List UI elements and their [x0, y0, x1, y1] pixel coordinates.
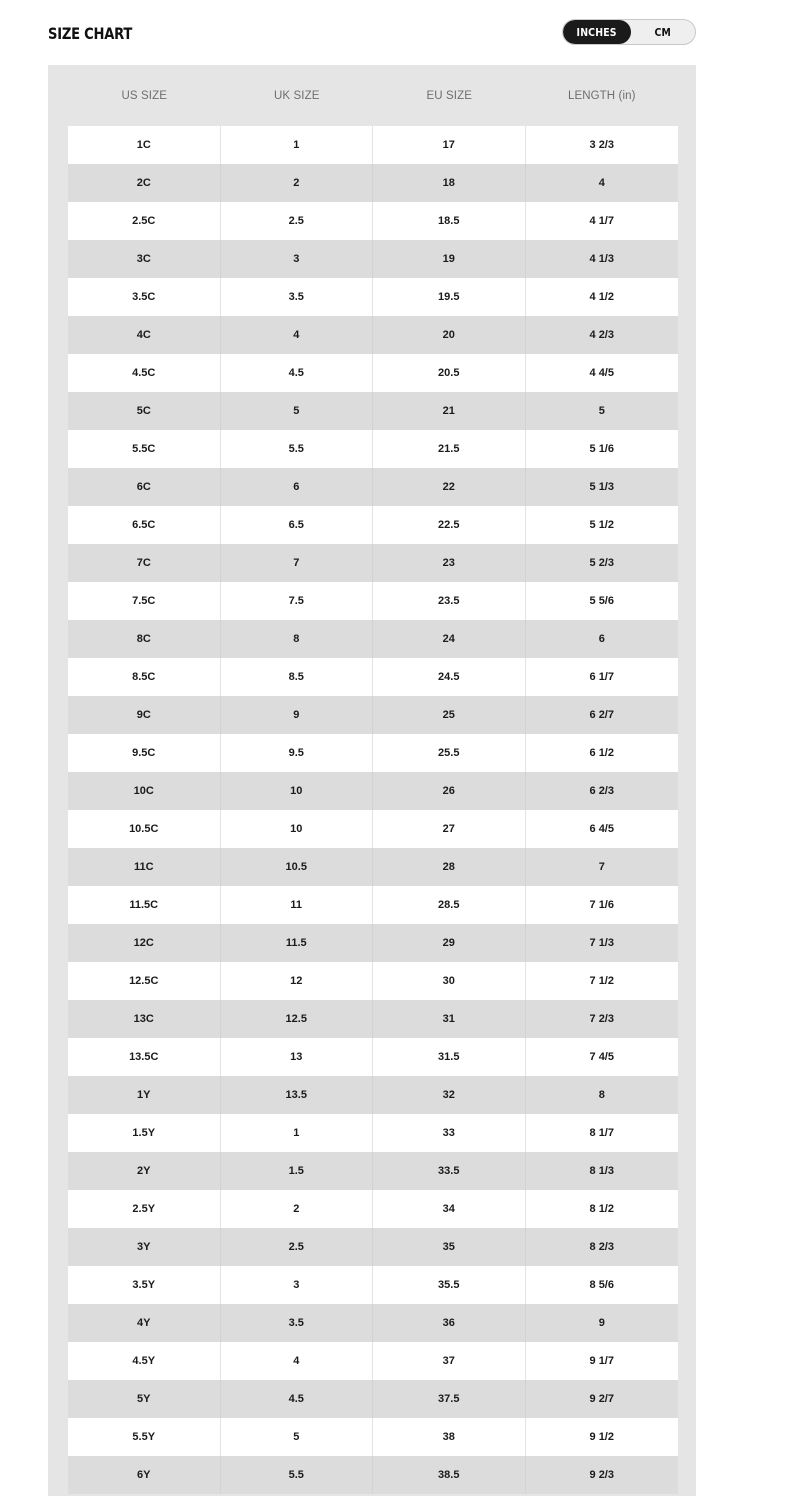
uk-size-cell: 5.5 — [221, 430, 374, 468]
length-cell: 5 1/6 — [526, 430, 679, 468]
us-size-cell: 10.5C — [68, 810, 221, 848]
page-title: SIZE CHART — [48, 24, 133, 43]
table-row — [68, 354, 678, 392]
us-size-cell: 11C — [68, 848, 221, 886]
column-header-us-size: US SIZE — [121, 89, 167, 102]
table-row — [68, 316, 678, 354]
length-cell: 6 2/3 — [526, 772, 679, 810]
eu-size-cell: 20.5 — [373, 354, 526, 392]
uk-size-cell: 12 — [221, 962, 374, 1000]
size-table — [48, 65, 696, 1496]
table-row — [68, 1266, 678, 1304]
table-row — [68, 1152, 678, 1190]
us-size-cell: 3Y — [68, 1228, 221, 1266]
table-row — [68, 278, 678, 316]
uk-size-cell: 5 — [221, 392, 374, 430]
table-row — [68, 544, 678, 582]
length-cell: 9 1/2 — [526, 1418, 679, 1456]
unit-toggle-inches-label: INCHES — [576, 25, 618, 39]
uk-size-cell: 2 — [221, 1190, 374, 1228]
eu-size-cell: 17 — [373, 126, 526, 164]
eu-size-cell: 37 — [373, 1342, 526, 1380]
uk-size-cell: 9 — [221, 696, 374, 734]
uk-size-cell: 5 — [221, 1418, 374, 1456]
uk-size-cell: 1 — [221, 1114, 374, 1152]
eu-size-cell: 23 — [373, 544, 526, 582]
us-size-cell: 5.5Y — [68, 1418, 221, 1456]
eu-size-cell: 19 — [373, 240, 526, 278]
uk-size-cell: 3 — [221, 1266, 374, 1304]
uk-size-cell: 7 — [221, 544, 374, 582]
length-cell: 9 — [526, 1304, 679, 1342]
length-cell: 5 1/2 — [526, 506, 679, 544]
uk-size-cell: 2.5 — [221, 1228, 374, 1266]
length-cell: 4 2/3 — [526, 316, 679, 354]
us-size-cell: 1C — [68, 126, 221, 164]
us-size-cell: 7C — [68, 544, 221, 582]
eu-size-cell: 23.5 — [373, 582, 526, 620]
table-row — [68, 582, 678, 620]
table-row — [68, 1114, 678, 1152]
us-size-cell: 2Y — [68, 1152, 221, 1190]
us-size-cell: 3.5Y — [68, 1266, 221, 1304]
eu-size-cell: 21.5 — [373, 430, 526, 468]
length-cell: 6 1/2 — [526, 734, 679, 772]
length-cell: 7 — [526, 848, 679, 886]
us-size-cell: 5C — [68, 392, 221, 430]
eu-size-cell: 19.5 — [373, 278, 526, 316]
table-row — [68, 620, 678, 658]
uk-size-cell: 3.5 — [221, 278, 374, 316]
table-row — [68, 1076, 678, 1114]
eu-size-cell: 35 — [373, 1228, 526, 1266]
us-size-cell: 12C — [68, 924, 221, 962]
uk-size-cell: 2 — [221, 164, 374, 202]
eu-size-cell: 22.5 — [373, 506, 526, 544]
uk-size-cell: 4 — [221, 316, 374, 354]
uk-size-cell: 12.5 — [221, 1000, 374, 1038]
uk-size-cell: 6 — [221, 468, 374, 506]
uk-size-cell: 4 — [221, 1342, 374, 1380]
length-cell: 6 2/7 — [526, 696, 679, 734]
length-cell: 9 2/3 — [526, 1456, 679, 1494]
table-row — [68, 1456, 678, 1494]
column-header-uk-size: UK SIZE — [274, 89, 320, 102]
table-row — [68, 848, 678, 886]
length-cell: 8 — [526, 1076, 679, 1114]
table-row — [68, 126, 678, 164]
eu-size-cell: 26 — [373, 772, 526, 810]
length-cell: 4 — [526, 164, 679, 202]
us-size-cell: 11.5C — [68, 886, 221, 924]
table-row — [68, 734, 678, 772]
length-cell: 4 1/2 — [526, 278, 679, 316]
uk-size-cell: 10 — [221, 772, 374, 810]
us-size-cell: 2.5Y — [68, 1190, 221, 1228]
table-row — [68, 696, 678, 734]
table-row — [68, 1190, 678, 1228]
eu-size-cell: 30 — [373, 962, 526, 1000]
table-row — [68, 392, 678, 430]
us-size-cell: 9C — [68, 696, 221, 734]
eu-size-cell: 27 — [373, 810, 526, 848]
table-row — [68, 202, 678, 240]
eu-size-cell: 36 — [373, 1304, 526, 1342]
uk-size-cell: 1.5 — [221, 1152, 374, 1190]
eu-size-cell: 21 — [373, 392, 526, 430]
us-size-cell: 1Y — [68, 1076, 221, 1114]
length-cell: 7 1/3 — [526, 924, 679, 962]
us-size-cell: 3.5C — [68, 278, 221, 316]
length-cell: 7 4/5 — [526, 1038, 679, 1076]
table-row — [68, 886, 678, 924]
unit-toggle-cm-label: CM — [654, 25, 672, 39]
table-row — [68, 810, 678, 848]
eu-size-cell: 28.5 — [373, 886, 526, 924]
eu-size-cell: 20 — [373, 316, 526, 354]
uk-size-cell: 7.5 — [221, 582, 374, 620]
uk-size-cell: 3 — [221, 240, 374, 278]
eu-size-cell: 35.5 — [373, 1266, 526, 1304]
eu-size-cell: 34 — [373, 1190, 526, 1228]
us-size-cell: 10C — [68, 772, 221, 810]
us-size-cell: 4.5C — [68, 354, 221, 392]
table-row — [68, 1228, 678, 1266]
length-cell: 6 1/7 — [526, 658, 679, 696]
table-row — [68, 240, 678, 278]
unit-toggle[interactable] — [562, 19, 696, 45]
table-body — [68, 126, 678, 1494]
uk-size-cell: 5.5 — [221, 1456, 374, 1494]
table-row — [68, 506, 678, 544]
eu-size-cell: 18.5 — [373, 202, 526, 240]
eu-size-cell: 24.5 — [373, 658, 526, 696]
us-size-cell: 4C — [68, 316, 221, 354]
length-cell: 4 1/3 — [526, 240, 679, 278]
table-row — [68, 658, 678, 696]
eu-size-cell: 37.5 — [373, 1380, 526, 1418]
uk-size-cell: 10 — [221, 810, 374, 848]
us-size-cell: 5.5C — [68, 430, 221, 468]
length-cell: 6 4/5 — [526, 810, 679, 848]
us-size-cell: 13.5C — [68, 1038, 221, 1076]
uk-size-cell: 8 — [221, 620, 374, 658]
eu-size-cell: 32 — [373, 1076, 526, 1114]
eu-size-cell: 31.5 — [373, 1038, 526, 1076]
eu-size-cell: 24 — [373, 620, 526, 658]
eu-size-cell: 38.5 — [373, 1456, 526, 1494]
uk-size-cell: 8.5 — [221, 658, 374, 696]
us-size-cell: 13C — [68, 1000, 221, 1038]
us-size-cell: 1.5Y — [68, 1114, 221, 1152]
us-size-cell: 8.5C — [68, 658, 221, 696]
table-row — [68, 1342, 678, 1380]
us-size-cell: 4.5Y — [68, 1342, 221, 1380]
us-size-cell: 3C — [68, 240, 221, 278]
length-cell: 5 1/3 — [526, 468, 679, 506]
table-row — [68, 962, 678, 1000]
uk-size-cell: 3.5 — [221, 1304, 374, 1342]
length-cell: 5 5/6 — [526, 582, 679, 620]
column-header-eu-size: EU SIZE — [426, 89, 472, 102]
length-cell: 5 — [526, 392, 679, 430]
eu-size-cell: 18 — [373, 164, 526, 202]
eu-size-cell: 28 — [373, 848, 526, 886]
length-cell: 5 2/3 — [526, 544, 679, 582]
table-row — [68, 468, 678, 506]
eu-size-cell: 25 — [373, 696, 526, 734]
us-size-cell: 4Y — [68, 1304, 221, 1342]
uk-size-cell: 11 — [221, 886, 374, 924]
uk-size-cell: 13 — [221, 1038, 374, 1076]
length-cell: 6 — [526, 620, 679, 658]
table-row — [68, 1418, 678, 1456]
table-row — [68, 1304, 678, 1342]
table-row — [68, 430, 678, 468]
us-size-cell: 9.5C — [68, 734, 221, 772]
table-row — [68, 1380, 678, 1418]
size-chart-header — [48, 18, 696, 50]
us-size-cell: 6.5C — [68, 506, 221, 544]
eu-size-cell: 31 — [373, 1000, 526, 1038]
uk-size-cell: 6.5 — [221, 506, 374, 544]
us-size-cell: 8C — [68, 620, 221, 658]
unit-toggle-inches[interactable] — [563, 20, 631, 44]
length-cell: 4 1/7 — [526, 202, 679, 240]
eu-size-cell: 25.5 — [373, 734, 526, 772]
table-row — [68, 924, 678, 962]
uk-size-cell: 10.5 — [221, 848, 374, 886]
uk-size-cell: 9.5 — [221, 734, 374, 772]
table-row — [68, 1038, 678, 1076]
length-cell: 9 2/7 — [526, 1380, 679, 1418]
table-row — [68, 772, 678, 810]
eu-size-cell: 22 — [373, 468, 526, 506]
uk-size-cell: 2.5 — [221, 202, 374, 240]
uk-size-cell: 4.5 — [221, 1380, 374, 1418]
length-cell: 7 1/6 — [526, 886, 679, 924]
length-cell: 9 1/7 — [526, 1342, 679, 1380]
us-size-cell: 5Y — [68, 1380, 221, 1418]
uk-size-cell: 4.5 — [221, 354, 374, 392]
length-cell: 3 2/3 — [526, 126, 679, 164]
us-size-cell: 12.5C — [68, 962, 221, 1000]
table-header-row — [68, 65, 678, 126]
length-cell: 7 1/2 — [526, 962, 679, 1000]
length-cell: 7 2/3 — [526, 1000, 679, 1038]
table-row — [68, 164, 678, 202]
length-cell: 8 1/3 — [526, 1152, 679, 1190]
length-cell: 8 1/2 — [526, 1190, 679, 1228]
length-cell: 8 1/7 — [526, 1114, 679, 1152]
us-size-cell: 7.5C — [68, 582, 221, 620]
us-size-cell: 2C — [68, 164, 221, 202]
eu-size-cell: 38 — [373, 1418, 526, 1456]
us-size-cell: 6Y — [68, 1456, 221, 1494]
eu-size-cell: 33 — [373, 1114, 526, 1152]
unit-toggle-cm[interactable] — [631, 20, 695, 44]
eu-size-cell: 33.5 — [373, 1152, 526, 1190]
uk-size-cell: 13.5 — [221, 1076, 374, 1114]
length-cell: 4 4/5 — [526, 354, 679, 392]
eu-size-cell: 29 — [373, 924, 526, 962]
column-header-length: LENGTH (in) — [567, 89, 636, 102]
length-cell: 8 5/6 — [526, 1266, 679, 1304]
table-row — [68, 1000, 678, 1038]
us-size-cell: 6C — [68, 468, 221, 506]
uk-size-cell: 11.5 — [221, 924, 374, 962]
length-cell: 8 2/3 — [526, 1228, 679, 1266]
uk-size-cell: 1 — [221, 126, 374, 164]
us-size-cell: 2.5C — [68, 202, 221, 240]
